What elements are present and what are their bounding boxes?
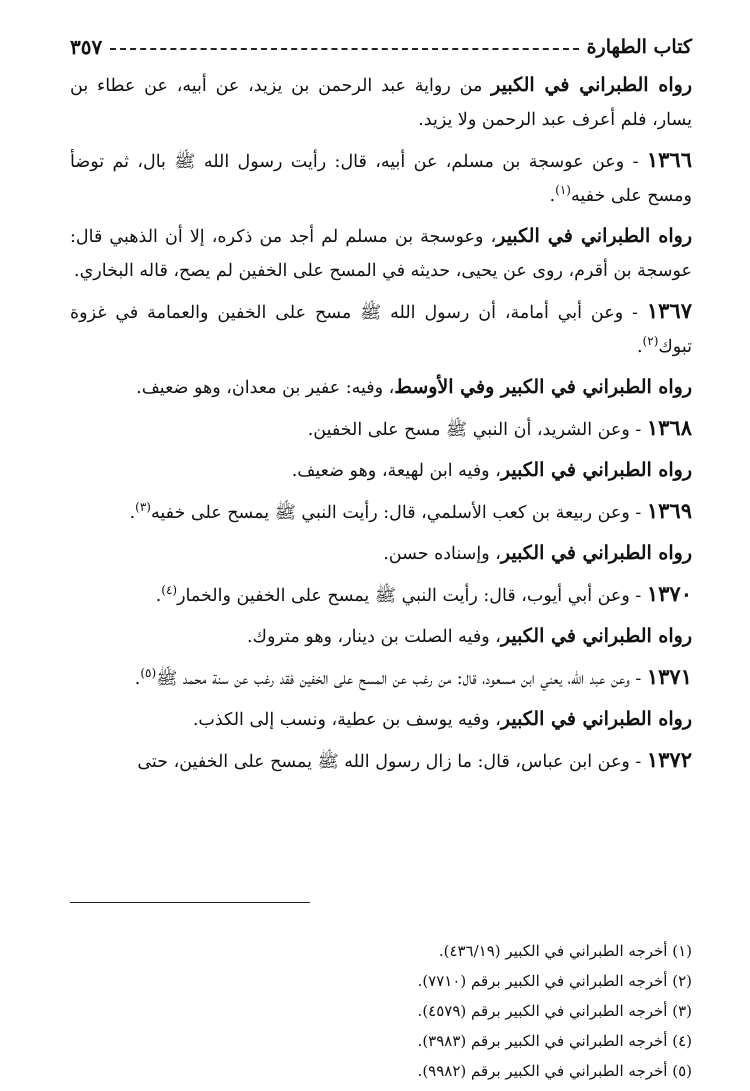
- paragraph-text: ، وإسناده حسن.: [383, 544, 501, 564]
- book-title: كتاب الطهارة: [586, 36, 692, 58]
- hadith-end: .: [549, 186, 556, 206]
- page-number: ٣٥٧: [70, 35, 103, 59]
- source-attribution: رواه الطبراني في الكبير وفي الأوسط: [394, 376, 692, 398]
- hadith-text: - وعن عوسجة بن مسلم، عن أبيه، قال: رأيت رسول الله ﷺ بال، ثم توضأ ومسح على خفيه: [70, 152, 692, 206]
- running-header: [70, 30, 692, 64]
- hadith-text: - وعن ابن عباس، قال: ما زال رسول الله ﷺ يمسح على الخفين، حتى: [137, 752, 647, 772]
- hadith-text: - وعن أبي أيوب، قال: رأيت النبي ﷺ يمسح على الخفين والخمار: [177, 586, 647, 606]
- main-text: [70, 68, 692, 779]
- commentary-paragraph: [70, 702, 692, 737]
- commentary-paragraph: [70, 536, 692, 571]
- footnote-marker: (٣): [135, 500, 151, 515]
- hadith-number: ١٣٧١: [646, 664, 692, 689]
- paragraph-text: ، وعوسجة بن مسلم لم أجد من ذكره، إلا أن الذهبي قال: عوسجة بن أقرم، روى عن يحيى، حديثه في المسح على الخفين لم يصح، قاله البخاري.: [70, 227, 692, 281]
- hadith-paragraph: [70, 660, 692, 696]
- source-attribution: رواه الطبراني في الكبير: [491, 74, 692, 96]
- footnotes: [70, 936, 692, 1086]
- hadith-end: .: [134, 669, 141, 689]
- footnote: (٣) أخرجه الطبراني في الكبير برقم (٤٥٧٩).: [417, 1002, 692, 1020]
- hadith-end: .: [129, 503, 136, 523]
- source-attribution: رواه الطبراني في الكبير: [500, 542, 692, 564]
- hadith-number: ١٣٦٦: [646, 147, 692, 172]
- hadith-text: - وعن ربيعة بن كعب الأسلمي، قال: رأيت النبي ﷺ يمسح على خفيه: [150, 503, 647, 523]
- source-attribution: رواه الطبراني في الكبير: [500, 708, 692, 730]
- hadith-number: ١٣٧٢: [646, 747, 692, 772]
- hadith-text: - وعن عبد الله، يعني ابن مسعود، قال: من رغب عن المسح على الخفين فقد رغب عن سنة محمد ﷺ: [156, 669, 647, 689]
- hadith-text: - وعن الشريد، أن النبي ﷺ مسح على الخفين.: [307, 420, 647, 440]
- commentary-paragraph: [70, 68, 692, 137]
- footnote: (٤) أخرجه الطبراني في الكبير برقم (٣٩٨٣).: [417, 1032, 692, 1050]
- hadith-text: - وعن أبي أمامة، أن رسول الله ﷺ مسح على الخفين والعمامة في غزوة تبوك: [70, 303, 692, 357]
- book-page: [70, 30, 692, 1080]
- source-attribution: رواه الطبراني في الكبير: [500, 459, 692, 481]
- source-attribution: رواه الطبراني في الكبير: [496, 225, 692, 247]
- header-dashed-rule: [110, 48, 578, 50]
- commentary-paragraph: [70, 370, 692, 405]
- hadith-end: .: [155, 586, 162, 606]
- hadith-number: ١٣٦٩: [646, 498, 692, 523]
- footnote: (٢) أخرجه الطبراني في الكبير برقم (٧٧١٠).: [417, 972, 692, 990]
- hadith-paragraph: [70, 743, 692, 779]
- paragraph-text: ، وفيه: عفير بن معدان، وهو ضعيف.: [136, 378, 395, 398]
- source-attribution: رواه الطبراني في الكبير: [500, 625, 692, 647]
- hadith-paragraph: [70, 494, 692, 530]
- footnote-separator: [70, 902, 310, 903]
- hadith-number: ١٣٦٧: [646, 298, 692, 323]
- footnote-marker: (٥): [140, 666, 157, 681]
- paragraph-text: ، وفيه يوسف بن عطية، ونسب إلى الكذب.: [192, 710, 501, 730]
- paragraph-text: ، وفيه الصلت بن دينار، وهو متروك.: [246, 627, 501, 647]
- footnote-marker: (٢): [642, 334, 659, 349]
- hadith-paragraph: [70, 143, 692, 213]
- hadith-paragraph: [70, 411, 692, 447]
- commentary-paragraph: [70, 219, 692, 288]
- paragraph-text: ، وفيه ابن لهيعة، وهو ضعيف.: [291, 461, 501, 481]
- hadith-paragraph: [70, 294, 692, 364]
- paragraph-text: من رواية عبد الرحمن بن يزيد، عن أبيه، عن عطاء بن يسار، فلم أعرف عبد الرحمن ولا يزيد.: [70, 76, 692, 130]
- commentary-paragraph: [70, 453, 692, 488]
- hadith-number: ١٣٦٨: [646, 415, 692, 440]
- commentary-paragraph: [70, 619, 692, 654]
- hadith-paragraph: [70, 577, 692, 613]
- footnote-marker: (٤): [161, 583, 178, 598]
- footnote-marker: (١): [555, 183, 571, 198]
- footnote: (١) أخرجه الطبراني في الكبير (٤٣٦/١٩).: [438, 942, 692, 960]
- hadith-end: .: [636, 337, 643, 357]
- hadith-number: ١٣٧٠: [646, 581, 692, 606]
- footnote: (٥) أخرجه الطبراني في الكبير برقم (٩٩٨٢).: [417, 1062, 692, 1080]
